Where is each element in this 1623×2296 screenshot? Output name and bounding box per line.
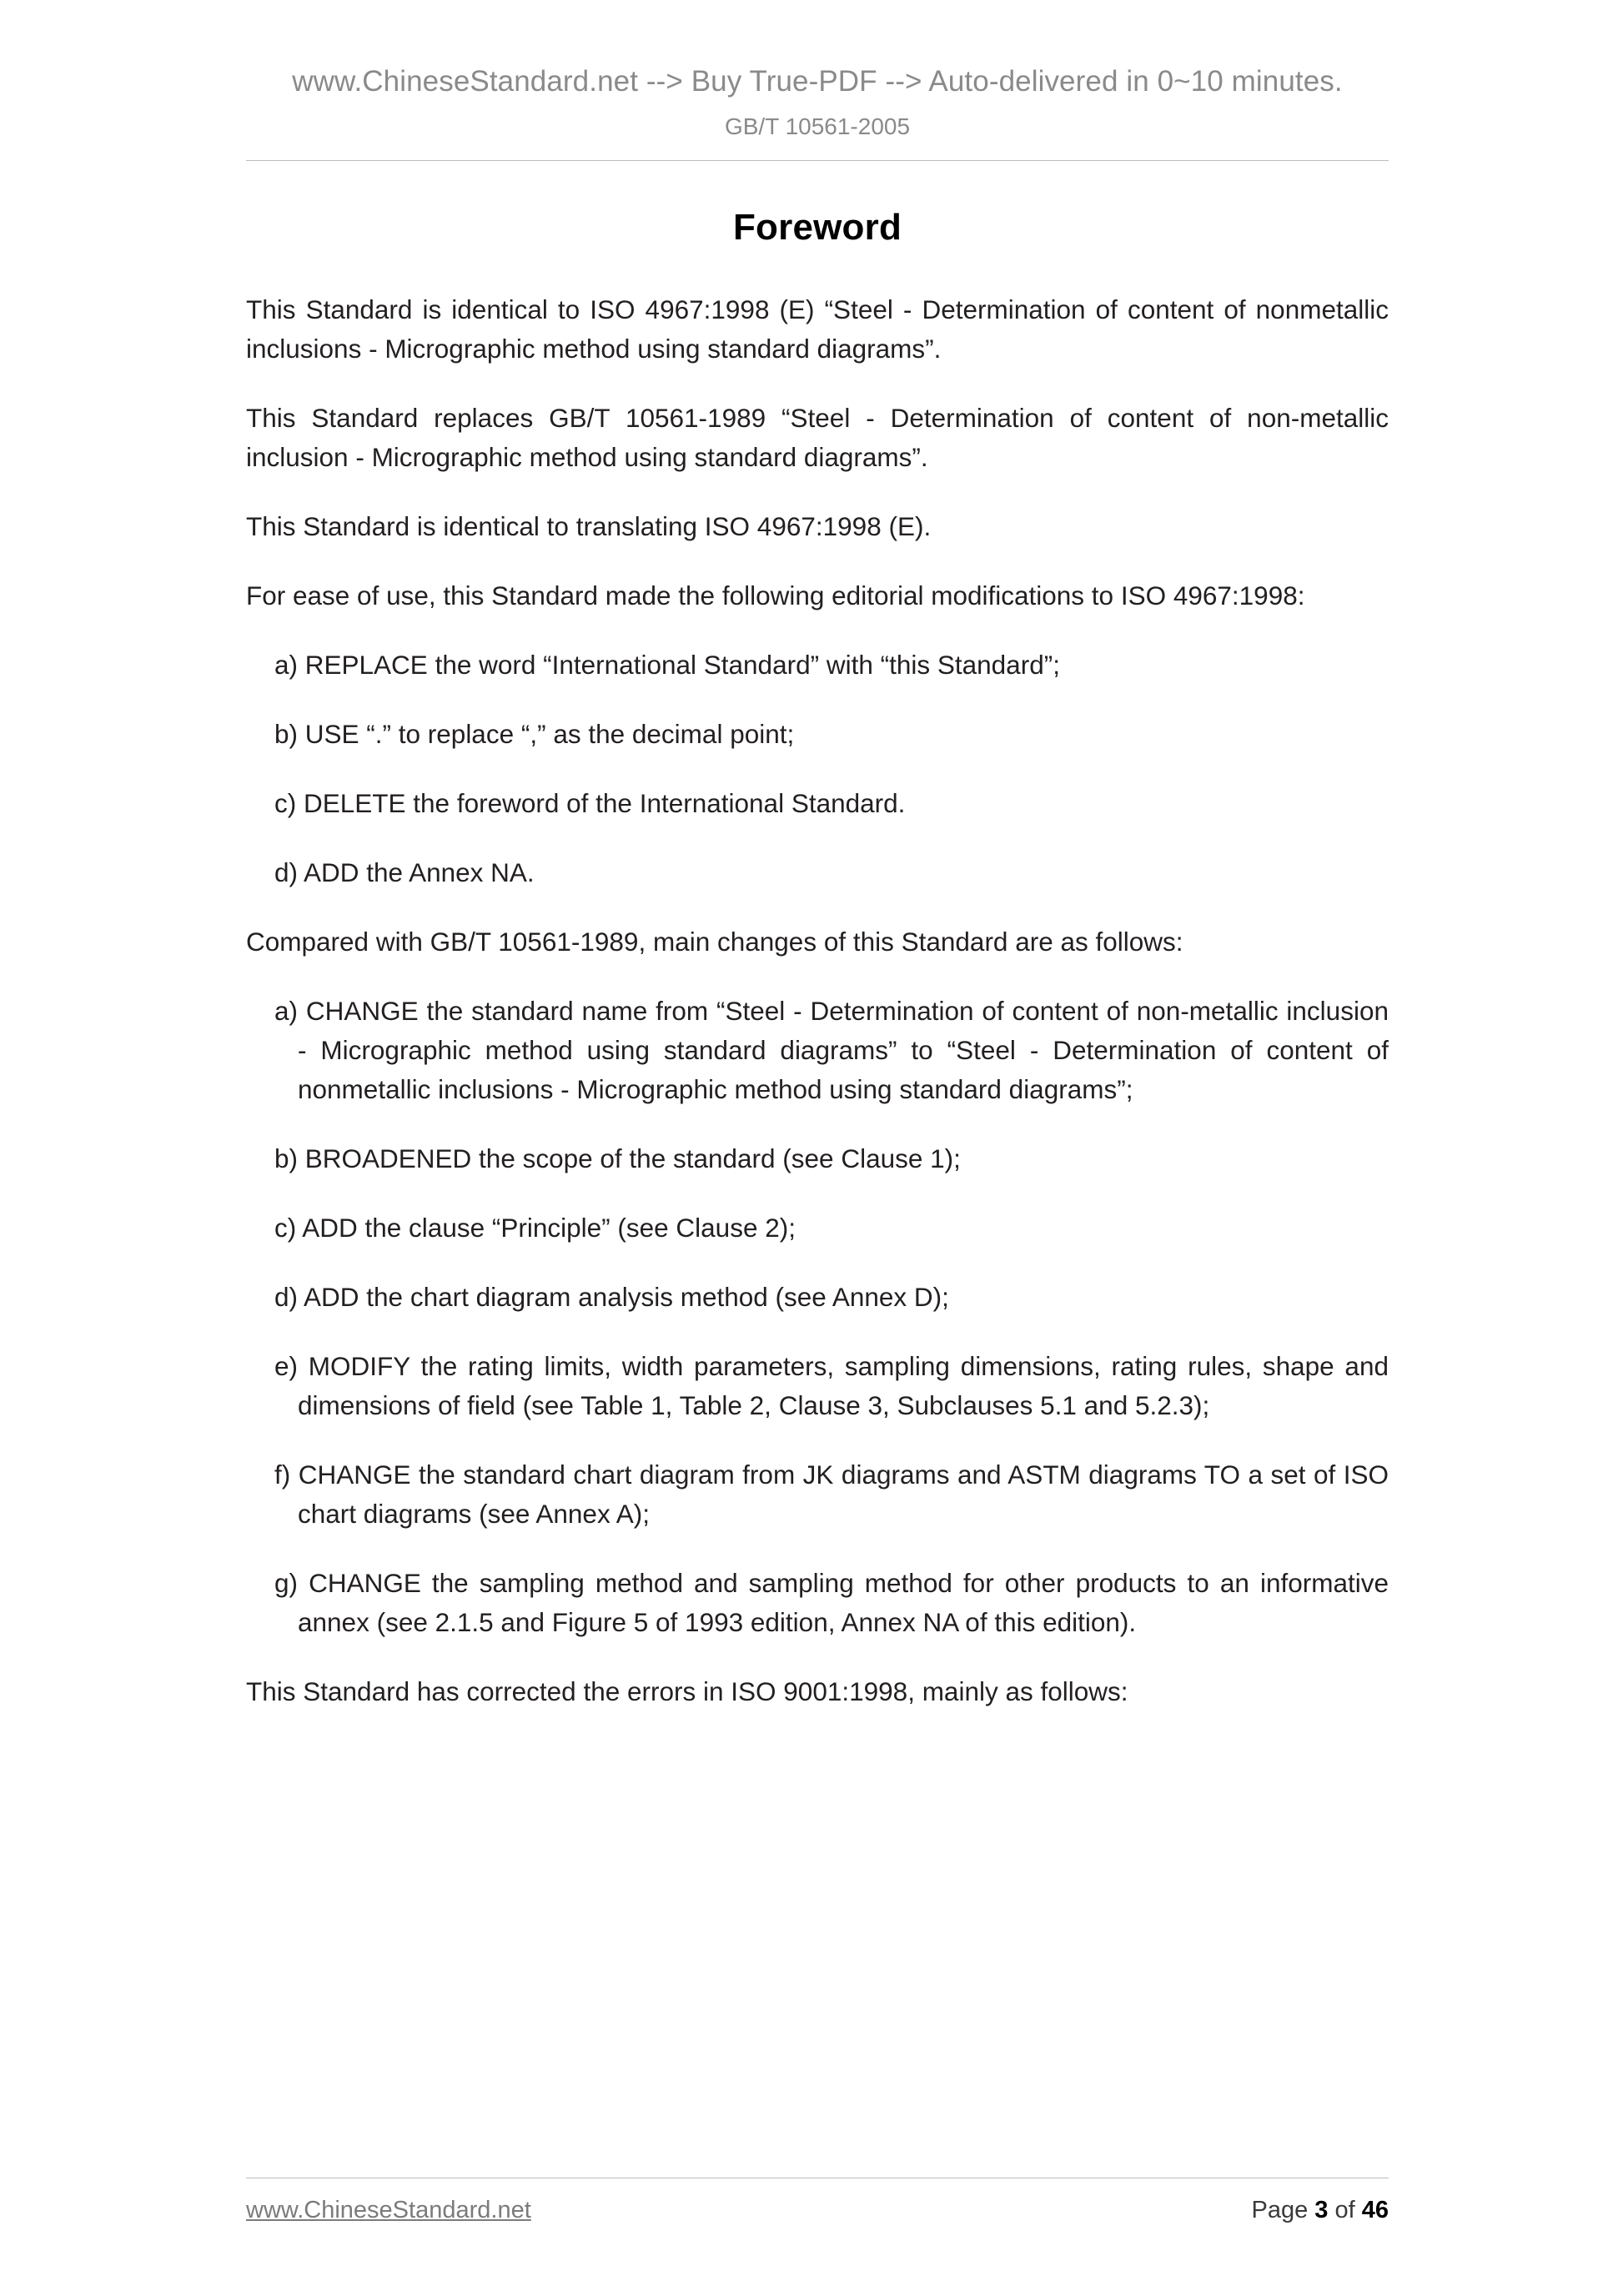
page-footer: [246, 2178, 1389, 2296]
footer-site-link[interactable]: www.ChineseStandard.net: [246, 2197, 531, 2223]
header-promo-text: www.ChineseStandard.net --> Buy True-PDF --> Auto-delivered in 0~10 minutes.: [292, 65, 1343, 98]
foreword-body: [246, 290, 1389, 1711]
list-item: e) MODIFY the rating limits, width parameters, sampling dimensions, rating rules, shape and dimensions of field (see Table 1, Table 2, Clause 3, Subclauses 5.1 and 5.2.3);: [274, 1351, 1389, 1420]
list-item: g) CHANGE the sampling method and sampling method for other products to an informative annex (see 2.1.5 and Figure 5 of 1993 edition, Annex NA of this edition).: [274, 1568, 1389, 1637]
paragraph-identical-iso: This Standard is identical to ISO 4967:1998 (E) “Steel - Determination of content of nonmetallic inclusions - Micrographic method using standard diagrams”.: [246, 294, 1389, 364]
footer-page-indicator: [1251, 2197, 1389, 2224]
list-item: a) REPLACE the word “International Standard” with “this Standard”;: [274, 650, 1060, 680]
paragraph-translating-iso: This Standard is identical to translating ISO 4967:1998 (E).: [246, 511, 932, 541]
header-divider: [246, 160, 1389, 161]
paragraph-replaces-gb: This Standard replaces GB/T 10561-1989 “Steel - Determination of content of non-metallic inclusion - Micrographic method using standard diagrams”.: [246, 403, 1389, 472]
page-content: [246, 0, 1389, 2296]
list-item: b) BROADENED the scope of the standard (see Clause 1);: [274, 1143, 961, 1173]
footer-page-total: 46: [1361, 2197, 1389, 2223]
footer-row: [246, 2197, 1389, 2296]
list-item: b) USE “.” to replace “,” as the decimal point;: [274, 719, 795, 749]
page-title: Foreword: [732, 207, 902, 248]
paragraph-corrected-errors: This Standard has corrected the errors in ISO 9001:1998, mainly as follows:: [246, 1676, 1128, 1706]
header-standard-code: GB/T 10561-2005: [724, 113, 911, 139]
list-item: f) CHANGE the standard chart diagram from JK diagrams and ASTM diagrams TO a set of ISO chart diagrams (see Annex A);: [274, 1459, 1389, 1529]
list-item: c) DELETE the foreword of the International Standard.: [274, 788, 906, 818]
footer-page-middle: of: [1328, 2197, 1362, 2223]
list-item: d) ADD the chart diagram analysis method (see Annex D);: [274, 1282, 949, 1312]
footer-page-number: 3: [1314, 2197, 1329, 2223]
list-item: a) CHANGE the standard name from “Steel - Determination of content of non-metallic inclusion - Micrographic method using standard diagrams” to “Steel - Determination of content of nonmetallic inclusions - Micrographic method using standard diagrams”;: [274, 996, 1389, 1104]
paragraph-changes-intro: Compared with GB/T 10561-1989, main changes of this Standard are as follows:: [246, 927, 1183, 957]
footer-page-prefix: Page: [1251, 2197, 1315, 2223]
paragraph-editorial-intro: For ease of use, this Standard made the following editorial modifications to ISO 4967:1998:: [246, 580, 1305, 610]
list-item: d) ADD the Annex NA.: [274, 857, 535, 887]
list-item: c) ADD the clause “Principle” (see Clause 2);: [274, 1213, 796, 1243]
